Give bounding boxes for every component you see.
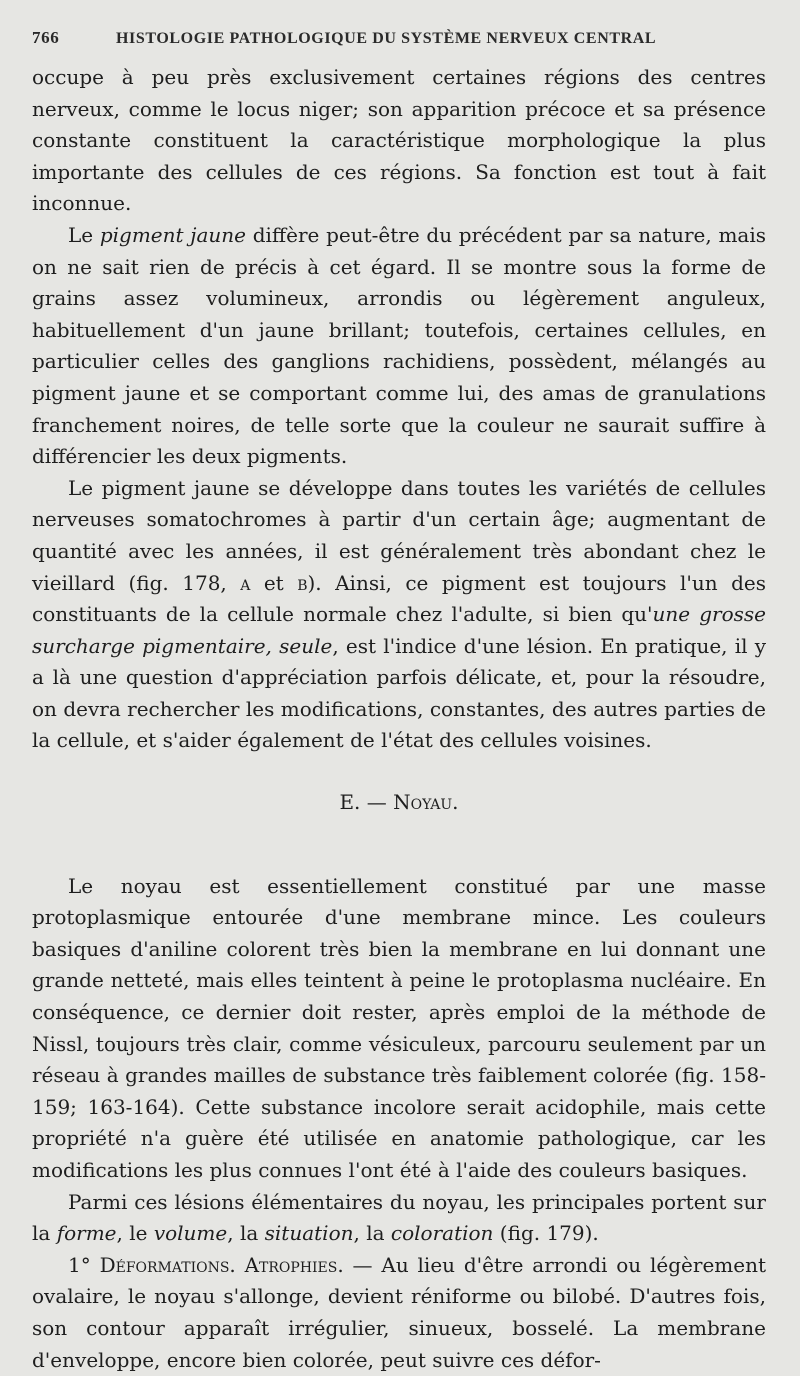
paragraph-2 — [32, 220, 766, 473]
paragraph-5 — [32, 1187, 766, 1250]
section-name: Noyau. — [393, 790, 459, 815]
term-volume: volume — [153, 1221, 228, 1246]
running-title: HISTOLOGIE PATHOLOGIQUE DU SYSTÈME NERVEUX CENTRAL — [116, 30, 657, 47]
term-situation: situation — [264, 1221, 354, 1246]
paragraph-1: occupe à peu près exclusivement certaines régions des centres nerveux, comme le locus niger; son apparition précoce et sa présence constante constituent la caractéristique morphologique la plus importante des cellules de ces régions. Sa fonction est tout à fait inconnue. — [32, 65, 766, 216]
paragraph-2-body: diffère peut-être du précédent par sa nature, mais on ne sait rien de précis à cet égard. Il se montre sous la forme de grains assez volumineux, arrondis ou légèrement anguleux, habituellement d'un jaune brillant; toutefois, certaines cellules, en particulier celles des ganglions rachidiens, possèdent, mélangés au pigment jaune et se comportant comme lui, des amas de granulations franchement noires, de telle sorte que la couleur ne saurait suffire à différencier les deux pigments. — [32, 222, 766, 469]
paragraph-5-part-a: Parmi ces lésions élémentaires du noyau, les principales portent sur la — [32, 1189, 766, 1246]
paragraph-3-part-a: Le pigment jaune se développe dans toutes les variétés de cellules nerveuses somatochromes à partir d'un certain âge; augmentant de quantité avec les années, il est généralement très abondant chez le vieillard (fig. 178, — [32, 475, 766, 595]
paragraph-6-body: — Au lieu d'être arrondi ou légèrement ovalaire, le noyau s'allonge, devient réniforme ou bilobé. D'autres fois, son contour apparaît irrégulier, sinueux, bosselé. La membrane d'enveloppe, encore bien colorée, peut suivre ces défor- — [32, 1252, 766, 1372]
page-header — [32, 28, 766, 62]
paragraph-2-lead: Le — [68, 222, 100, 247]
term-coloration: coloration — [390, 1221, 494, 1246]
section-title — [32, 787, 766, 819]
term-forme: forme — [56, 1221, 117, 1246]
subsection-title: Déformations. Atrophies. — [99, 1252, 344, 1277]
paragraph-6 — [32, 1250, 766, 1376]
paragraph-3-part-g: , est l'indice d'une lésion. En pratique, il y a là une question d'appréciation parfois délicate, et, pour la résoudre, on devra rechercher les modifications, constantes, des autres parties de la cellule, et s'aider également de l'état des cellules voisines. — [32, 633, 766, 753]
paragraph-5-part-e: , la — [227, 1221, 265, 1246]
body-text — [32, 62, 766, 1376]
pigment-jaune-term: pigment jaune — [99, 222, 247, 247]
paragraph-5-part-c: , le — [116, 1221, 154, 1246]
page-number: 766 — [32, 28, 60, 47]
fig-ref-b: b — [297, 570, 308, 595]
paragraph-3-part-e: ). Ainsi, ce pigment est toujours l'un des constituants de la cellule normale chez l'adulte, si bien qu' — [32, 570, 767, 627]
book-page — [32, 28, 766, 1376]
paragraph-4: Le noyau est essentiellement constitué par une masse protoplasmique entourée d'une membrane mince. Les couleurs basiques d'aniline colorent très bien la membrane en lui donnant une grande netteté, mais elles teintent à peine le protoplasma nucléaire. En conséquence, ce dernier doit rester, après emploi de la méthode de Nissl, toujours très clair, comme vésiculeux, parcouru seulement par un réseau à grandes mailles de substance très faiblement colorée (fig. 158-159; 163-164). Cette substance incolore serait acidophile, mais cette propriété n'a guère été utilisée en anatomie pathologique, car les modifications les plus connues l'ont été à l'aide des couleurs basiques. — [32, 873, 766, 1182]
fig-ref-a: a — [240, 570, 251, 595]
paragraph-3 — [32, 473, 766, 757]
section-prefix: E. — — [339, 790, 394, 815]
paragraph-3-part-c: et — [250, 570, 298, 595]
paragraph-5-part-i: (fig. 179). — [493, 1221, 599, 1246]
surcharge-term: une grosse surcharge pigmentaire, seule — [32, 602, 766, 658]
paragraph-5-part-g: , la — [353, 1221, 391, 1246]
subsection-number: 1° — [68, 1252, 100, 1277]
